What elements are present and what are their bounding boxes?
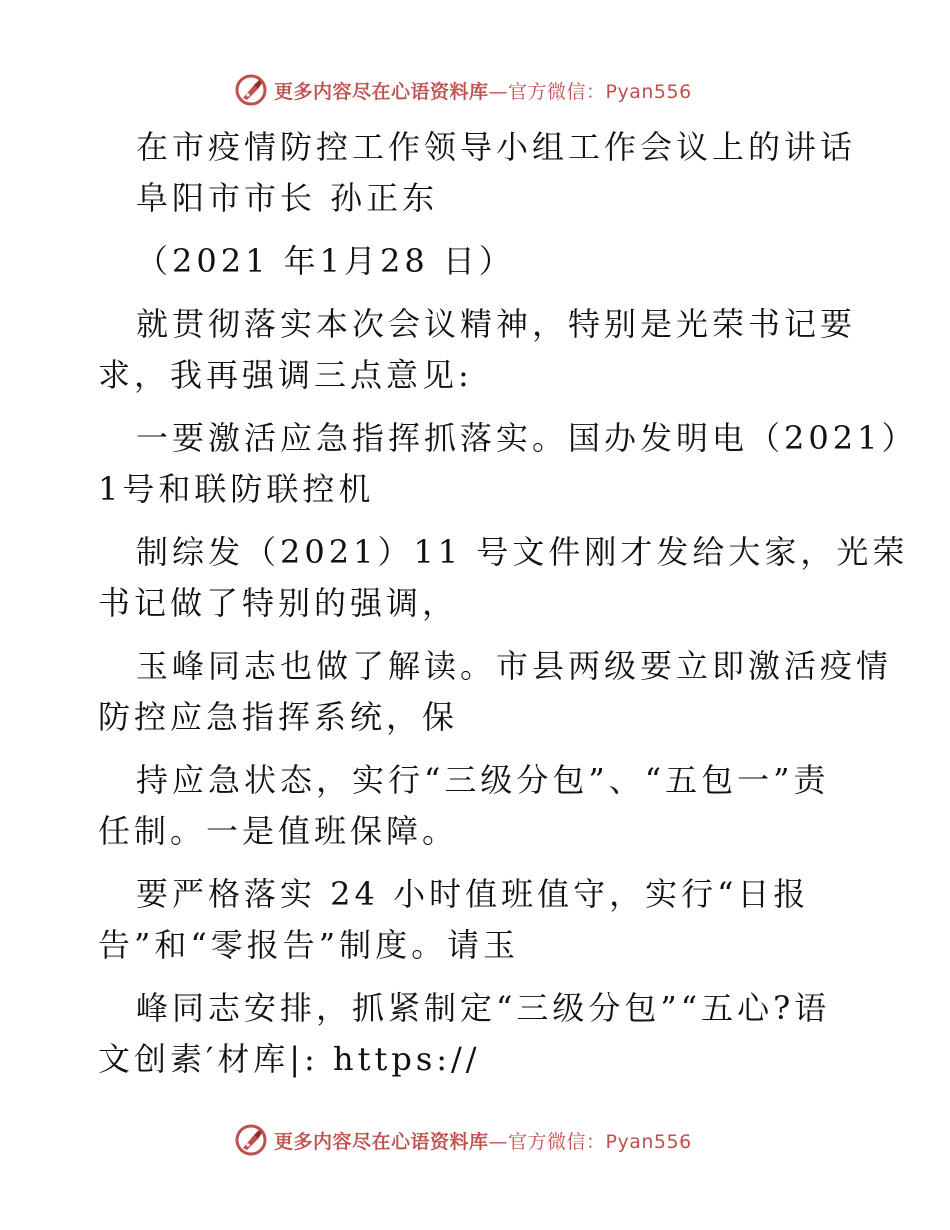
paragraph-line: 就贯彻落实本次会议精神，特别是光荣书记要 <box>136 305 857 343</box>
paragraph-line: 告”和“零报告”制度。请玉 <box>98 926 520 964</box>
watermark-wechat-label: 官方微信： <box>508 1130 606 1153</box>
pen-nib-circle-icon <box>234 73 268 107</box>
paragraph-line: 1号和联防联控机 <box>98 470 375 508</box>
watermark-brand: 更多内容尽在心语资料库 <box>274 80 489 103</box>
document-body <box>98 122 918 1085</box>
paragraph-line: 书记做了特别的强调， <box>98 584 459 622</box>
paragraph-line: 一要激活应急指挥抓落实。国办发明电（2021） <box>136 419 918 457</box>
watermark-brand: 更多内容尽在心语资料库 <box>274 1130 489 1153</box>
watermark-separator: — <box>488 1130 509 1153</box>
pen-nib-circle-icon <box>234 1123 268 1157</box>
watermark-wechat-id: Pyan556 <box>605 1130 692 1153</box>
watermark-header <box>234 72 692 108</box>
paragraph-line: 要严格落实 24 小时值班值守，实行“日报 <box>136 875 810 913</box>
paragraph-line: 防控应急指挥系统，保 <box>98 698 459 736</box>
watermark-wechat-label: 官方微信： <box>508 80 606 103</box>
paragraph-line: 制综发（2021）11 号文件刚才发给大家，光荣 <box>136 533 909 571</box>
watermark-footer <box>234 1122 692 1158</box>
document-title: 在市疫情防控工作领导小组工作会议上的讲话 <box>136 128 857 166</box>
watermark-separator: — <box>488 80 509 103</box>
paragraph-line: 峰同志安排，抓紧制定“三级分包”“五心?语 <box>136 989 831 1027</box>
document-author: 阜阳市市长 孙正东 <box>136 179 439 217</box>
paragraph-line: 求，我再强调三点意见: <box>98 356 473 394</box>
paragraph-line: 文创素′材库|: https:// <box>98 1040 481 1078</box>
paragraph-line: 任制。一是值班保障。 <box>98 812 459 850</box>
paragraph-line: 持应急状态，实行“三级分包”、“五包一”责 <box>136 761 830 799</box>
paragraph-line: 玉峰同志也做了解读。市县两级要立即激活疫情 <box>136 647 893 685</box>
watermark-wechat-id: Pyan556 <box>605 80 692 103</box>
document-date: （2021 年1月28 日） <box>136 242 515 280</box>
